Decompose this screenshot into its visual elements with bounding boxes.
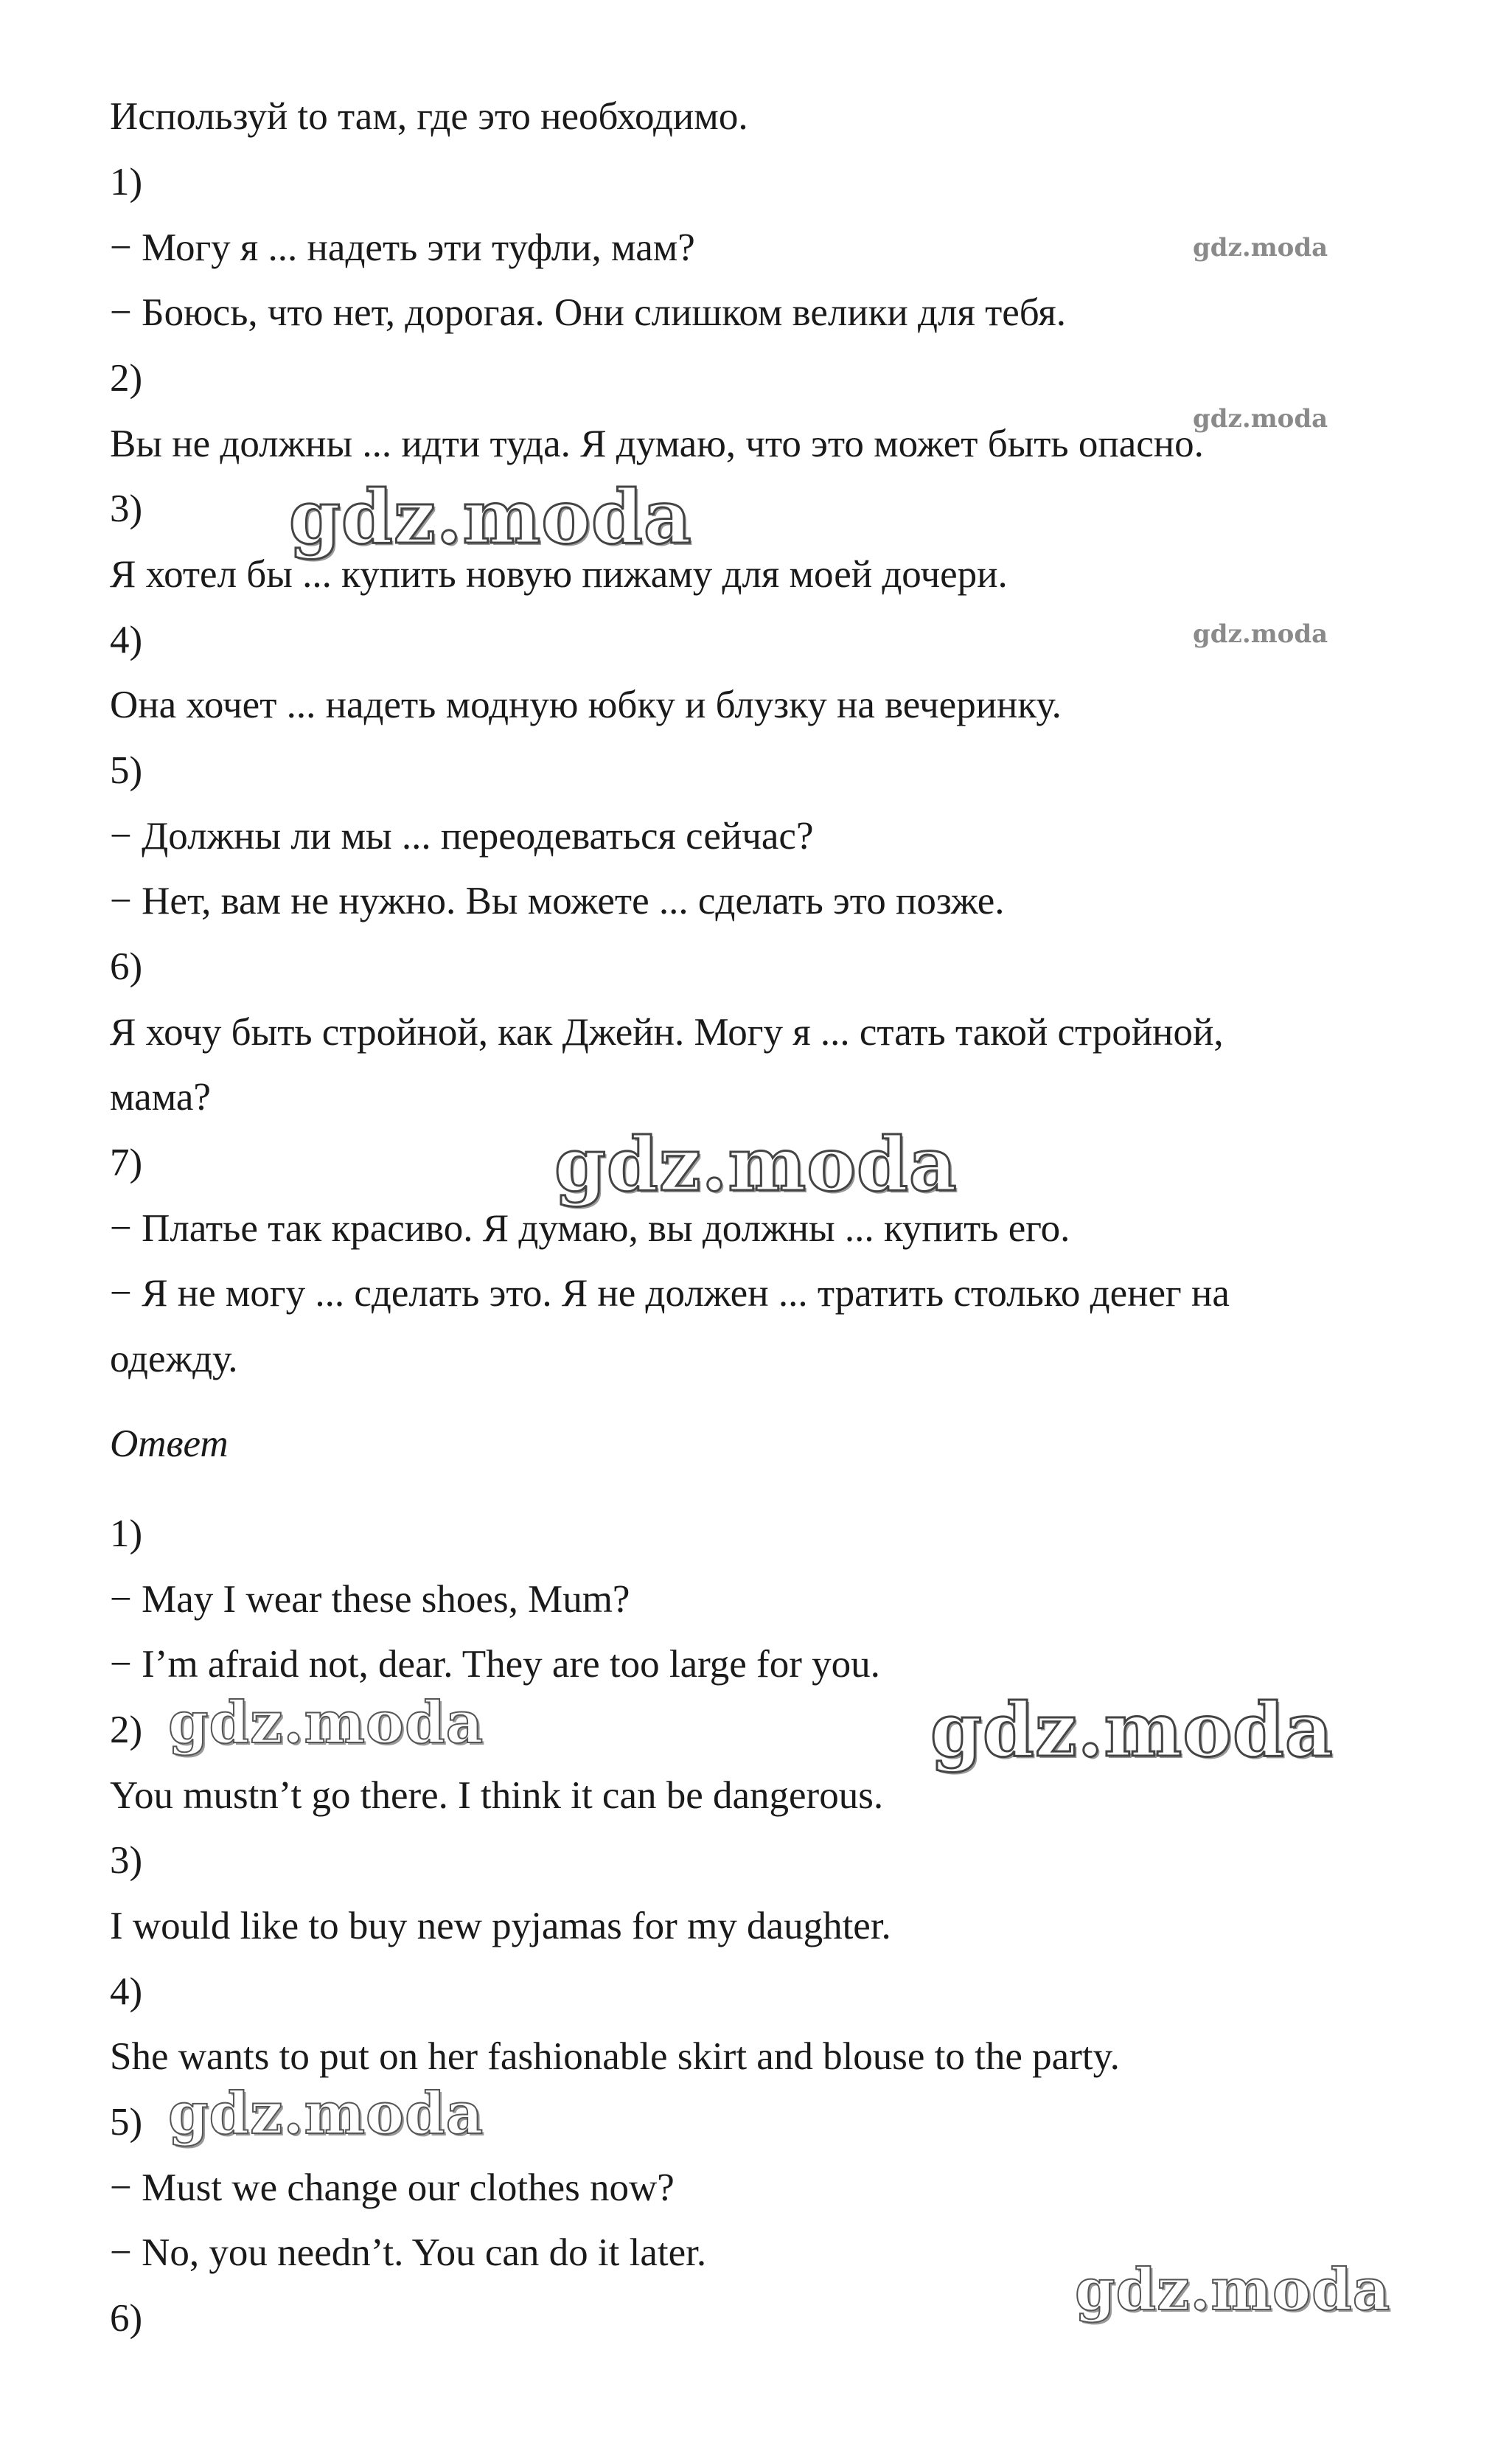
task-line: Я хочу быть стройной, как Джейн. Могу я ... стать такой стройной, xyxy=(110,1011,1224,1054)
answer-heading: Ответ xyxy=(110,1422,229,1465)
task-item-number: 6) xyxy=(110,945,143,988)
task-item-number: 1) xyxy=(110,161,143,204)
task-line: мама? xyxy=(110,1076,211,1119)
task-item-number: 4) xyxy=(110,619,143,661)
watermark: gdz.moda xyxy=(168,1689,484,1756)
task-line: одежду. xyxy=(110,1338,238,1380)
watermark: gdz.moda xyxy=(554,1121,958,1208)
task-line: Вы не должны ... идти туда. Я думаю, что это может быть опасно. xyxy=(110,423,1204,465)
watermark: gdz.moda xyxy=(289,473,692,560)
answer-line: I would like to buy new pyjamas for my daughter. xyxy=(110,1905,891,1947)
task-line: Она хочет ... надеть модную юбку и блузку на вечеринку. xyxy=(110,684,1062,726)
task-item-number: 2) xyxy=(110,357,143,400)
answer-line: − No, you needn’t. You can do it later. xyxy=(110,2231,707,2274)
task-line: Я хотел бы ... купить новую пижаму для моей дочери. xyxy=(110,553,1008,596)
answer-item-number: 1) xyxy=(110,1512,143,1555)
answer-item-number: 6) xyxy=(110,2297,143,2340)
task-item-number: 3) xyxy=(110,487,143,530)
task-line: − Могу я ... надеть эти туфли, мам? xyxy=(110,226,695,269)
task-item-number: 5) xyxy=(110,749,143,792)
answer-item-number: 2) xyxy=(110,1709,143,1751)
task-instruction: Используй to там, где это необходимо. xyxy=(110,95,748,138)
watermark: gdz.moda xyxy=(1193,233,1328,263)
answer-line: You mustn’t go there. I think it can be dangerous. xyxy=(110,1774,884,1817)
watermark: gdz.moda xyxy=(1193,619,1328,649)
answer-item-number: 3) xyxy=(110,1839,143,1882)
answer-item-number: 5) xyxy=(110,2101,143,2144)
task-line: − Должны ли мы ... переодеваться сейчас? xyxy=(110,815,814,858)
answer-line: − I’m afraid not, dear. They are too large for you. xyxy=(110,1643,880,1686)
answer-line: − May I wear these shoes, Mum? xyxy=(110,1578,630,1621)
watermark: gdz.moda xyxy=(168,2080,484,2147)
task-line: − Нет, вам не нужно. Вы можете ... сделать это позже. xyxy=(110,880,1005,922)
task-item-number: 7) xyxy=(110,1141,143,1184)
task-line: − Платье так красиво. Я думаю, вы должны ... купить его. xyxy=(110,1207,1070,1250)
watermark: gdz.moda xyxy=(930,1686,1334,1773)
answer-item-number: 4) xyxy=(110,1970,143,2013)
task-line: − Боюсь, что нет, дорогая. Они слишком велики для тебя. xyxy=(110,291,1067,334)
answer-line: She wants to put on her fashionable skirt and blouse to the party. xyxy=(110,2035,1120,2078)
answer-line: − Must we change our clothes now? xyxy=(110,2166,675,2209)
watermark: gdz.moda xyxy=(1075,2256,1391,2323)
task-line: − Я не могу ... сделать это. Я не должен ... тратить столько денег на xyxy=(110,1272,1230,1315)
watermark: gdz.moda xyxy=(1193,404,1328,434)
